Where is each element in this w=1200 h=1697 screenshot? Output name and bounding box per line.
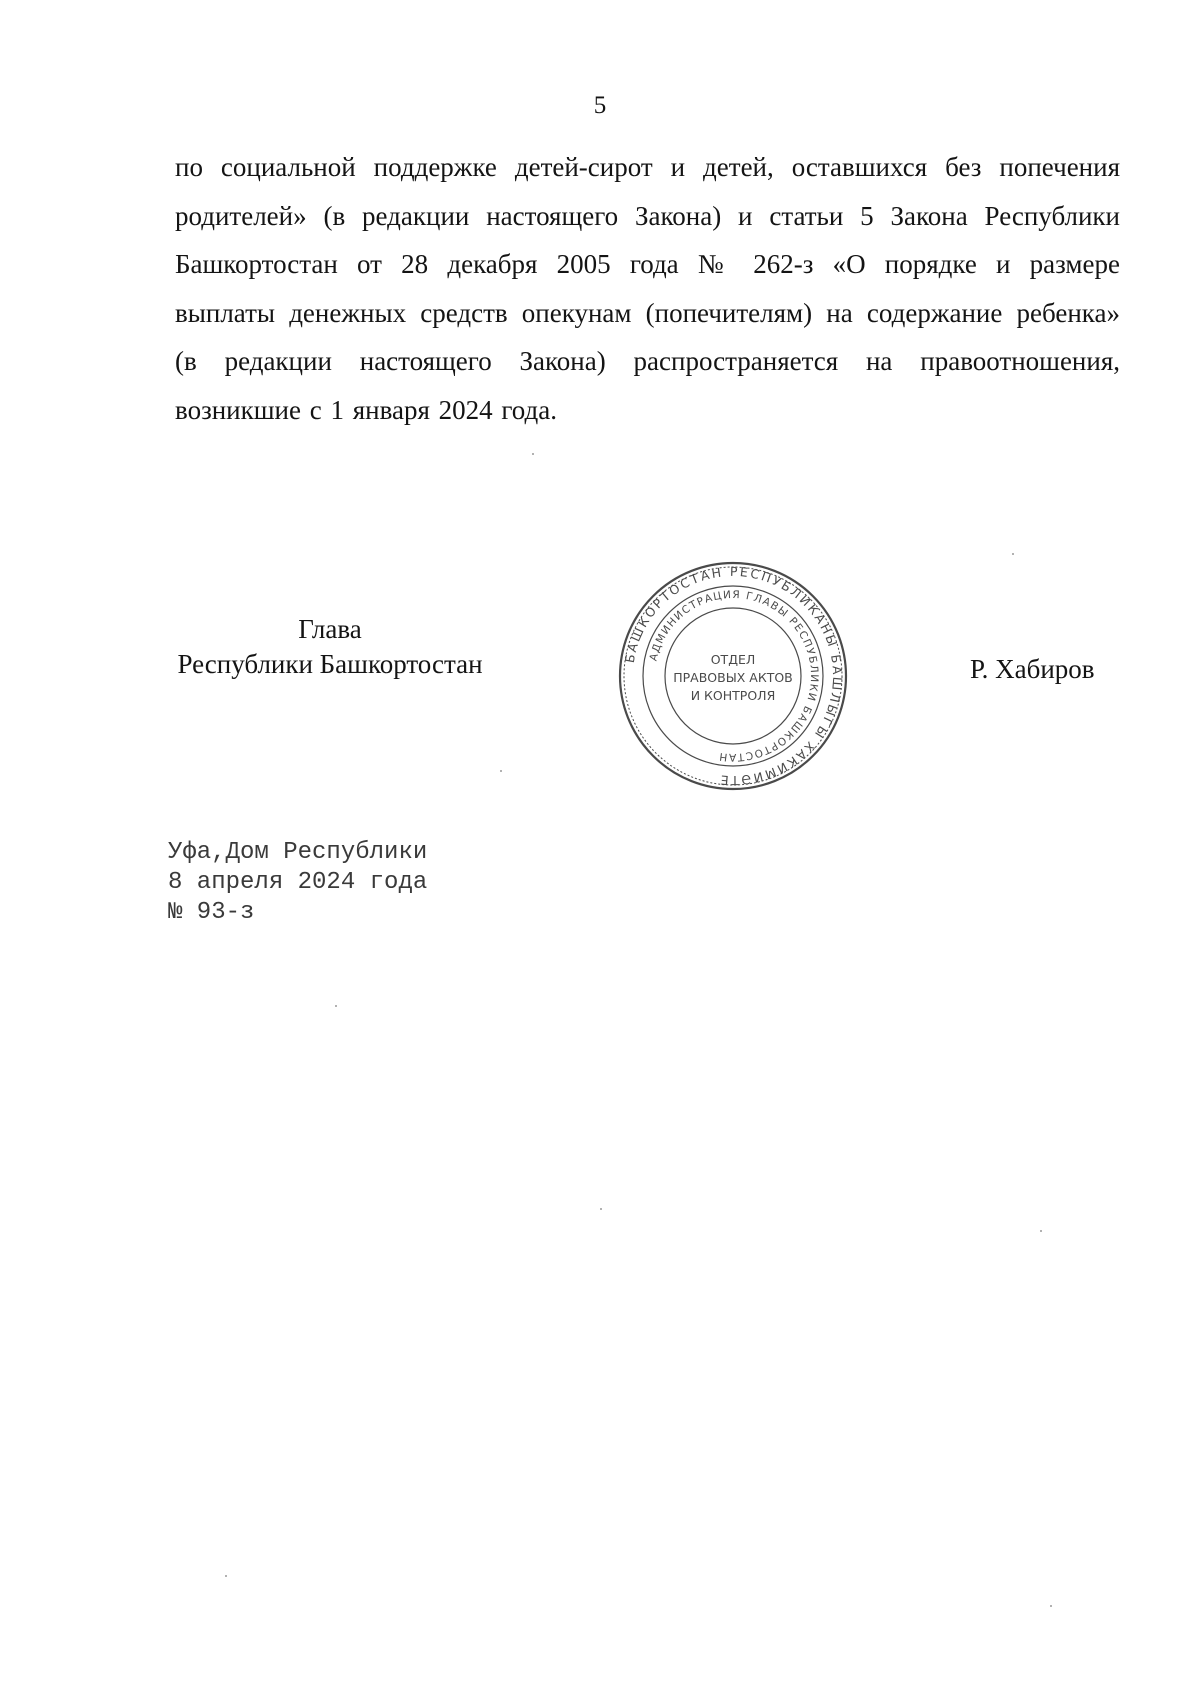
scan-speck xyxy=(1040,1230,1042,1232)
enactment-details xyxy=(168,838,427,928)
scan-speck xyxy=(335,1005,337,1007)
seal-center-line: И КОНТРОЛЯ xyxy=(690,688,776,703)
paragraph-line: родителей» (в редакции настоящего Закона) и статьи 5 Закона Республики xyxy=(175,200,1120,231)
enactment-date: 8 апреля 2024 года xyxy=(168,869,428,896)
paragraph-line: выплаты денежных средств опекунам (попечителям) на содержание ребенка» xyxy=(175,297,1120,328)
page-number: 5 xyxy=(593,92,607,119)
seal-inner-text: АДМИНИСТРАЦИЯ ГЛАВЫ РЕСПУБЛИКИ БАШКОРТОСТАН xyxy=(647,588,821,764)
scan-speck xyxy=(532,453,534,455)
paragraph-line: возникшие с 1 января 2024 года. xyxy=(175,394,557,425)
law-paragraph xyxy=(175,143,1120,434)
paragraph-line: Башкортостан от 28 декабря 2005 года № 262-з «О порядке и размере xyxy=(175,249,1120,279)
signatory-title-line: Глава xyxy=(298,614,362,644)
signatory-title-line: Республики Башкортостан xyxy=(177,649,483,679)
official-seal xyxy=(618,561,848,791)
law-number: № 93-з xyxy=(168,899,255,926)
scan-speck xyxy=(1012,553,1014,555)
paragraph-line: по социальной поддержке детей-сирот и детей, оставшихся без попечения xyxy=(175,152,1120,182)
scan-speck xyxy=(225,1575,227,1577)
paragraph-line: (в редакции настоящего Закона) распространяется на правоотношения, xyxy=(175,346,1120,376)
signatory-title xyxy=(165,612,495,682)
seal-outer-text: БАШКОРТОСТАН РЕСПУБЛИКАНЫ БАШЛЫГЫ ХАКИМИӘТЕ xyxy=(621,563,846,789)
seal-center-line: ОТДЕЛ xyxy=(710,652,756,667)
enactment-place: Уфа,Дом Республики xyxy=(168,839,428,866)
signatory-name: Р. Хабиров xyxy=(970,654,1095,684)
scan-speck xyxy=(500,770,502,772)
seal-center-line: ПРАВОВЫХ АКТОВ xyxy=(673,670,793,685)
scan-speck xyxy=(1050,1605,1052,1607)
scan-speck xyxy=(600,1208,602,1210)
